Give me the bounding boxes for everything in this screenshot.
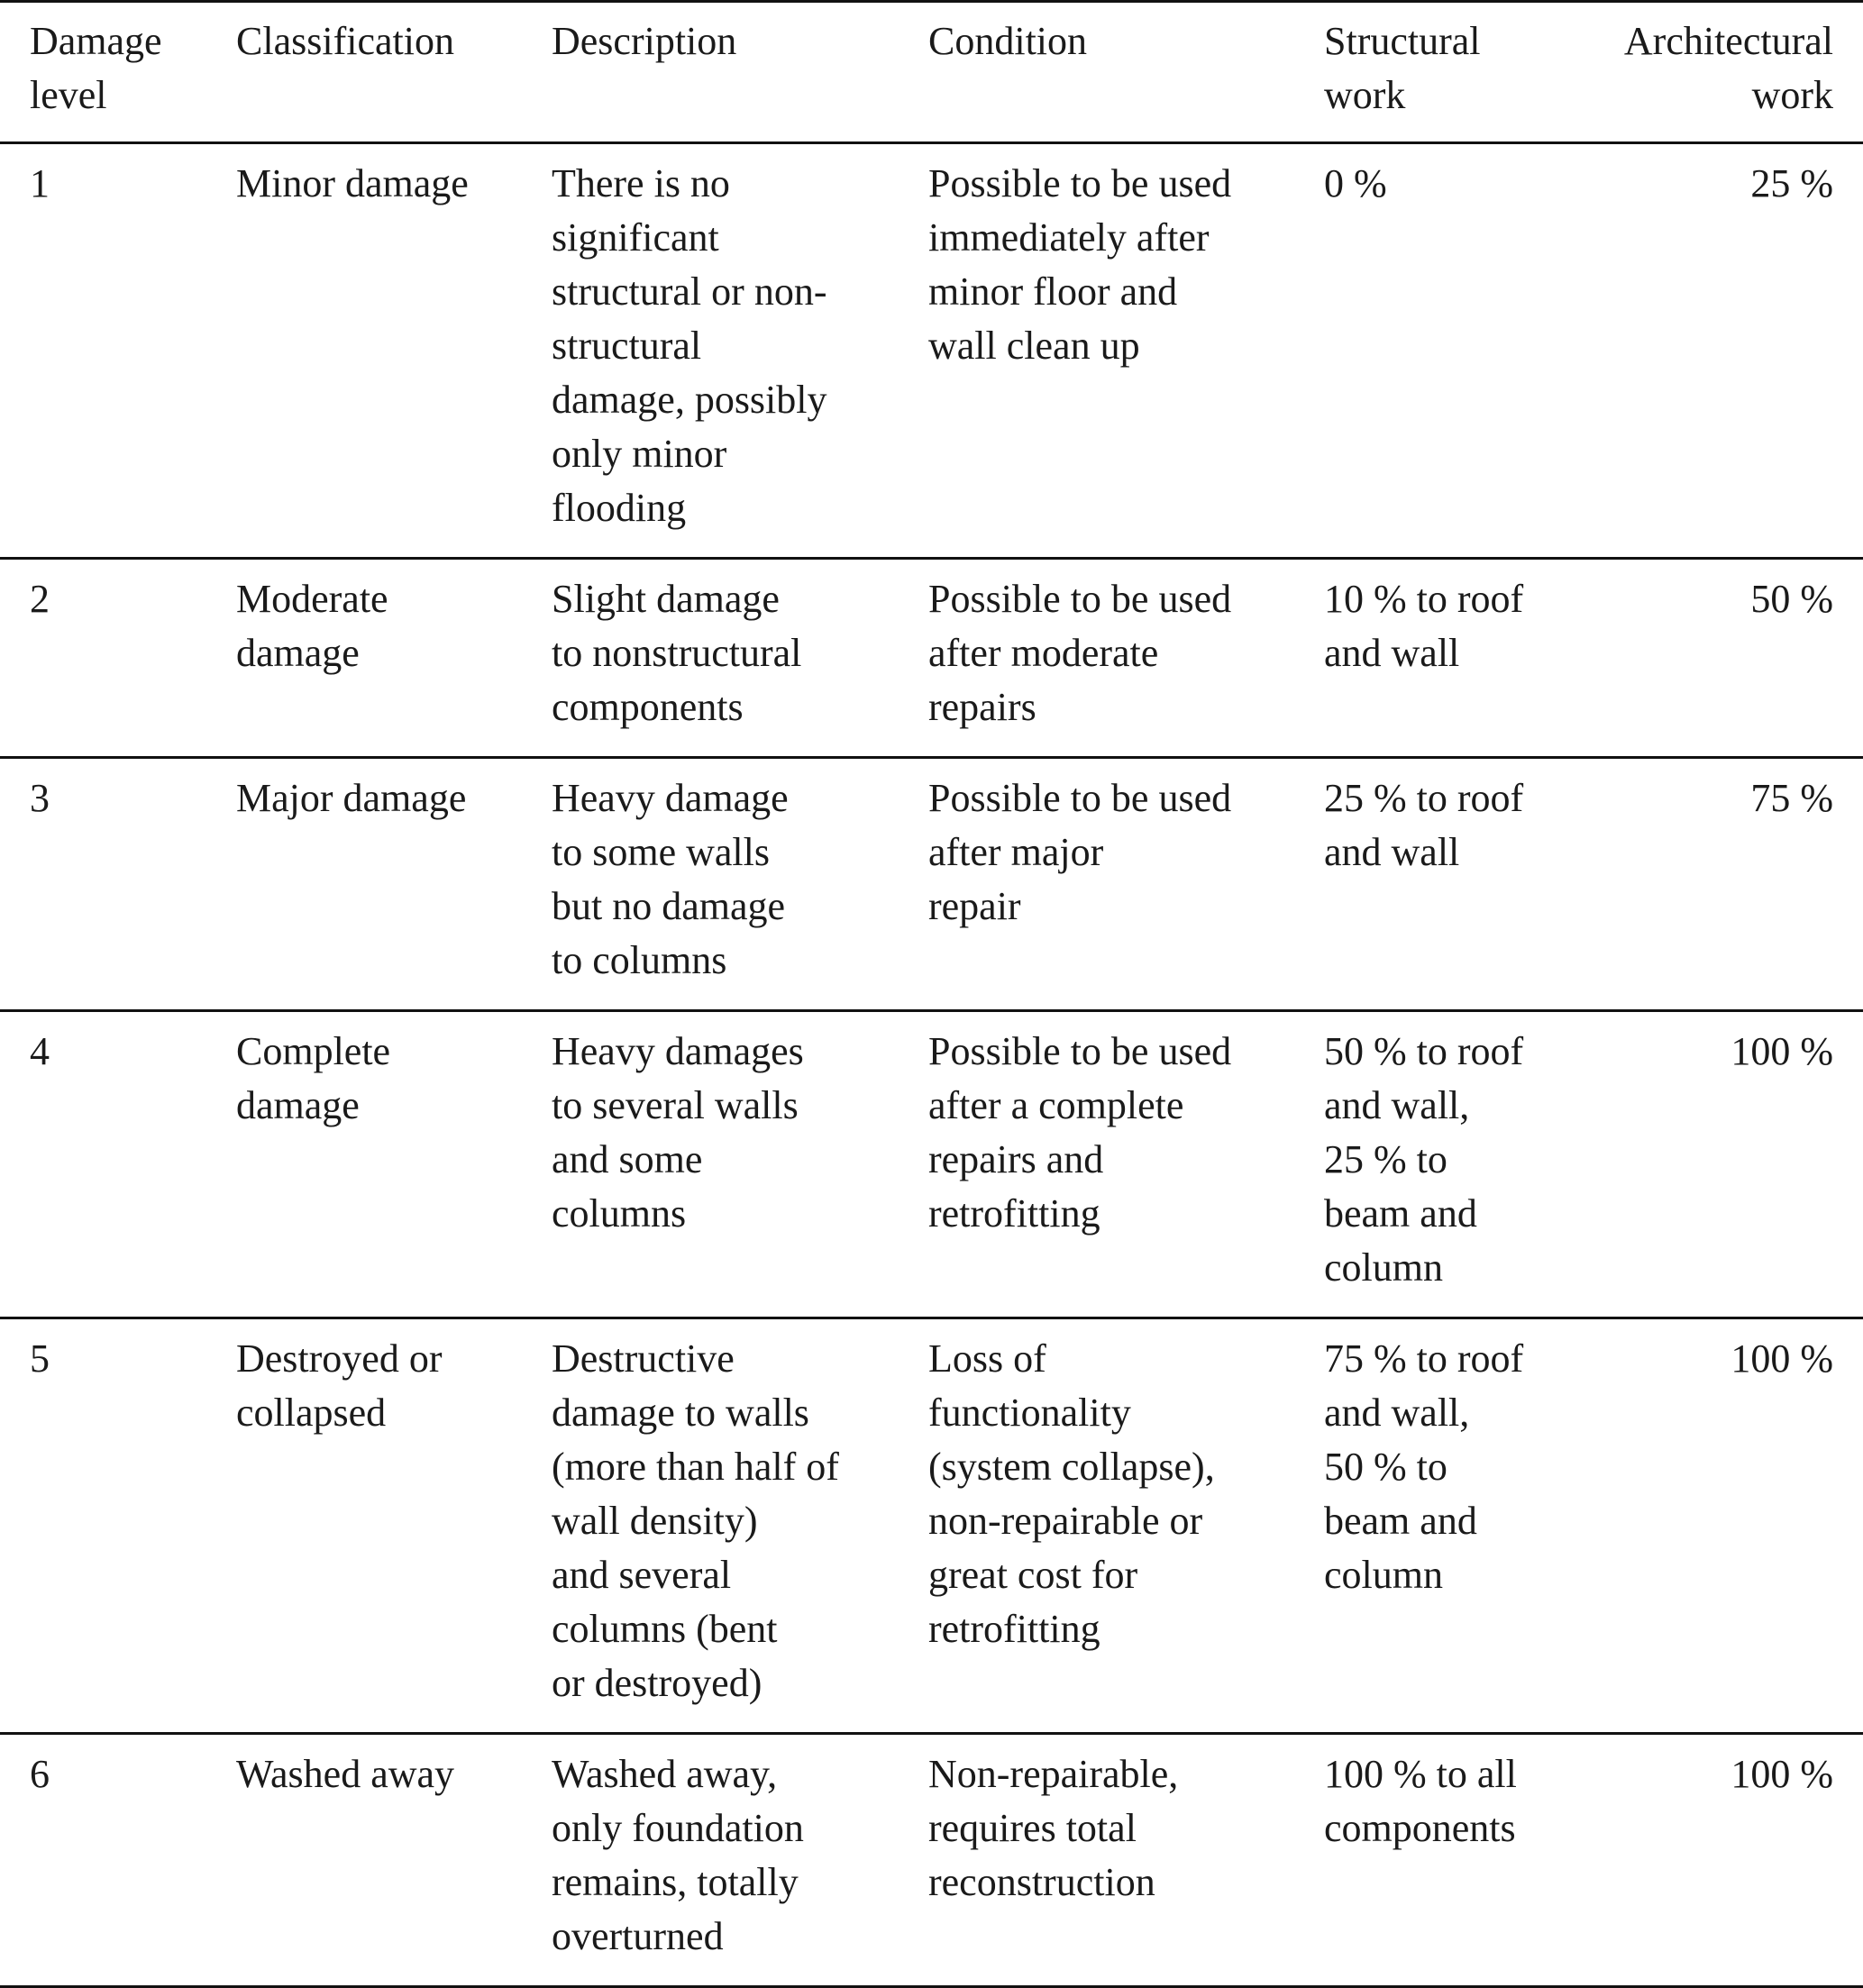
cell-architectural-work (1614, 758, 1863, 1011)
cell-description (552, 1734, 928, 1987)
header-condition (928, 2, 1324, 143)
header-label: Structural work (1324, 19, 1481, 117)
cell-classification (236, 1011, 552, 1318)
cell-architectural-work (1614, 143, 1863, 559)
header-structural-work (1324, 2, 1614, 143)
header-architectural-work (1614, 2, 1863, 143)
cell-text: Major damage (236, 776, 467, 820)
cell-text: 50 % (1750, 577, 1833, 621)
table-row (0, 143, 1863, 559)
cell-text: Slight damage to nonstructural components (552, 577, 802, 729)
table-row (0, 1011, 1863, 1318)
cell-description (552, 758, 928, 1011)
table-header (0, 2, 1863, 143)
cell-text: 100 % (1731, 1336, 1833, 1381)
cell-text: 5 (30, 1336, 50, 1381)
cell-text: Possible to be used after a complete repairs and retrofitting (928, 1029, 1232, 1236)
cell-text: Destructive damage to walls (more than half of wall density) and several columns (bent or destroyed) (552, 1336, 839, 1705)
cell-description (552, 559, 928, 758)
cell-structural-work (1324, 1318, 1614, 1734)
cell-classification (236, 1318, 552, 1734)
cell-structural-work (1324, 143, 1614, 559)
table-row (0, 1734, 1863, 1987)
table-row (0, 758, 1863, 1011)
cell-classification (236, 758, 552, 1011)
cell-damage-level (0, 143, 236, 559)
cell-text: Destroyed or collapsed (236, 1336, 443, 1435)
cell-text: 2 (30, 577, 50, 621)
cell-description (552, 143, 928, 559)
cell-text: 75 % (1750, 776, 1833, 820)
cell-text: 1 (30, 161, 50, 205)
cell-damage-level (0, 1318, 236, 1734)
cell-architectural-work (1614, 559, 1863, 758)
cell-text: Possible to be used after moderate repairs (928, 577, 1232, 729)
cell-text: 25 % to roof and wall (1324, 776, 1524, 874)
cell-damage-level (0, 559, 236, 758)
cell-text: 50 % to roof and wall, 25 % to beam and column (1324, 1029, 1524, 1290)
cell-structural-work (1324, 1734, 1614, 1987)
cell-text: 100 % (1731, 1029, 1833, 1073)
table-row (0, 1318, 1863, 1734)
cell-classification (236, 1734, 552, 1987)
header-row (0, 2, 1863, 143)
cell-classification (236, 143, 552, 559)
cell-damage-level (0, 758, 236, 1011)
cell-structural-work (1324, 758, 1614, 1011)
cell-damage-level (0, 1734, 236, 1987)
table-row (0, 559, 1863, 758)
cell-condition (928, 1011, 1324, 1318)
cell-text: Washed away (236, 1752, 455, 1796)
header-label: Architectural work (1623, 19, 1833, 117)
cell-text: Possible to be used after major repair (928, 776, 1232, 928)
cell-description (552, 1011, 928, 1318)
cell-text: 25 % (1750, 161, 1833, 205)
cell-text: Moderate damage (236, 577, 388, 675)
cell-text: Minor damage (236, 161, 469, 205)
table-body (0, 143, 1863, 1987)
cell-description (552, 1318, 928, 1734)
header-label: Classification (236, 19, 454, 63)
cell-text: Heavy damages to several walls and some columns (552, 1029, 804, 1236)
cell-text: Complete damage (236, 1029, 391, 1127)
cell-text: Heavy damage to some walls but no damage to columns (552, 776, 789, 982)
cell-text: 3 (30, 776, 50, 820)
cell-damage-level (0, 1011, 236, 1318)
header-label: Condition (928, 19, 1088, 63)
cell-text: Washed away, only foundation remains, totally overturned (552, 1752, 804, 1958)
header-label: Damage level (30, 19, 162, 117)
cell-condition (928, 559, 1324, 758)
header-label: Description (552, 19, 737, 63)
cell-text: Loss of functionality (system collapse), non-repairable or great cost for retrofitting (928, 1336, 1215, 1651)
cell-condition (928, 1318, 1324, 1734)
cell-structural-work (1324, 559, 1614, 758)
cell-text: Possible to be used immediately after minor floor and wall clean up (928, 161, 1232, 368)
cell-architectural-work (1614, 1011, 1863, 1318)
cell-text: 100 % to all components (1324, 1752, 1517, 1850)
cell-text: There is no significant structural or non- structural damage, possibly only minor flooding (552, 161, 827, 530)
cell-architectural-work (1614, 1318, 1863, 1734)
cell-structural-work (1324, 1011, 1614, 1318)
cell-text: 4 (30, 1029, 50, 1073)
cell-condition (928, 143, 1324, 559)
cell-text: Non-repairable, requires total reconstruction (928, 1752, 1179, 1904)
cell-condition (928, 758, 1324, 1011)
cell-classification (236, 559, 552, 758)
header-damage-level (0, 2, 236, 143)
header-description (552, 2, 928, 143)
cell-text: 100 % (1731, 1752, 1833, 1796)
cell-text: 10 % to roof and wall (1324, 577, 1524, 675)
header-classification (236, 2, 552, 143)
cell-text: 6 (30, 1752, 50, 1796)
cell-condition (928, 1734, 1324, 1987)
cell-architectural-work (1614, 1734, 1863, 1987)
cell-text: 75 % to roof and wall, 50 % to beam and column (1324, 1336, 1524, 1597)
cell-text: 0 % (1324, 161, 1387, 205)
